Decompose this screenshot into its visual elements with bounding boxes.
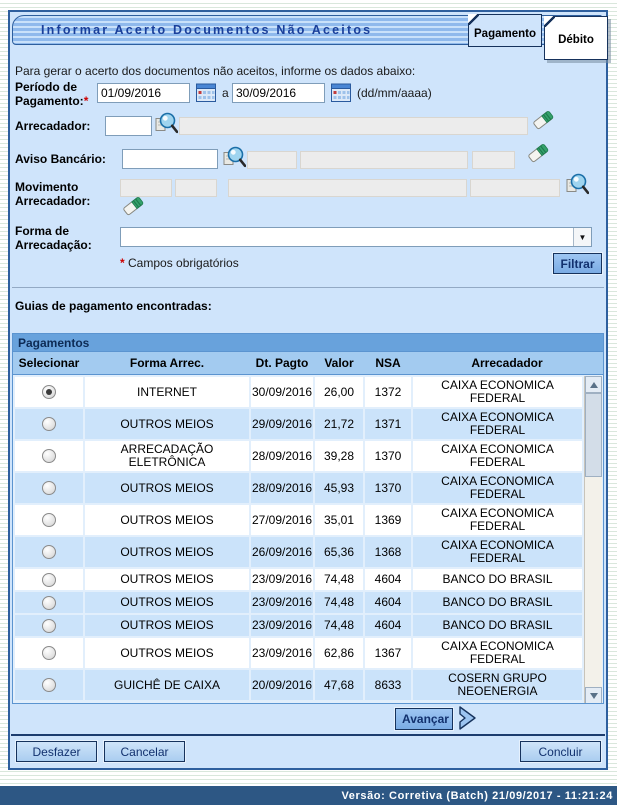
row-valor-cell: 74,48 xyxy=(315,615,363,636)
row-select-cell xyxy=(15,377,83,407)
row-data-cell: 23/09/2016 xyxy=(251,592,313,613)
scroll-down-button[interactable] xyxy=(585,687,602,704)
scroll-up-button[interactable] xyxy=(585,376,602,393)
aviso-readonly-1 xyxy=(247,151,297,169)
row-forma-cell: OUTROS MEIOS xyxy=(85,638,249,668)
row-data-cell: 30/09/2016 xyxy=(251,377,313,407)
search-icon[interactable] xyxy=(154,111,178,138)
column-header-selecionar: Selecionar xyxy=(18,356,80,370)
table-row xyxy=(15,441,582,471)
row-radio-button[interactable] xyxy=(42,385,56,399)
required-note: * Campos obrigatórios xyxy=(120,256,239,270)
version-text: Versão: Corretiva (Batch) 21/09/2017 - 11:21:24 xyxy=(341,789,613,802)
row-arrecadador-cell: CAIXA ECONOMICA FEDERAL xyxy=(413,441,582,471)
table-row xyxy=(15,592,582,613)
row-select-cell xyxy=(15,537,83,567)
row-nsa-cell: 1371 xyxy=(365,409,411,439)
aviso-label: Aviso Bancário: xyxy=(15,152,106,166)
main-panel xyxy=(8,10,608,770)
row-forma-cell: ARRECADAÇÃO ELETRÔNICA xyxy=(85,441,249,471)
movimento-readonly-2 xyxy=(175,179,217,197)
finish-button[interactable]: Concluir xyxy=(520,741,601,762)
advance-arrow-icon[interactable] xyxy=(458,706,478,733)
required-note-text: Campos obrigatórios xyxy=(128,256,239,270)
tab-debito-label: Débito xyxy=(558,34,594,46)
row-nsa-cell: 1370 xyxy=(365,441,411,471)
table-row xyxy=(15,409,582,439)
row-valor-cell: 39,28 xyxy=(315,441,363,471)
chevron-down-icon: ▼ xyxy=(573,228,591,246)
row-nsa-cell: 8633 xyxy=(365,670,411,700)
row-nsa-cell: 1372 xyxy=(365,377,411,407)
results-heading: Guias de pagamento encontradas: xyxy=(15,299,212,313)
footer-bar xyxy=(0,786,617,805)
row-select-cell xyxy=(15,569,83,590)
row-arrecadador-cell: CAIXA ECONOMICA FEDERAL xyxy=(413,473,582,503)
row-forma-cell: OUTROS MEIOS xyxy=(85,537,249,567)
row-nsa-cell: 1367 xyxy=(365,638,411,668)
row-arrecadador-cell: BANCO DO BRASIL xyxy=(413,592,582,613)
row-radio-button[interactable] xyxy=(42,646,56,660)
row-arrecadador-cell: CAIXA ECONOMICA FEDERAL xyxy=(413,377,582,407)
row-data-cell: 23/09/2016 xyxy=(251,615,313,636)
column-header-nsa: NSA xyxy=(375,356,401,370)
row-valor-cell: 21,72 xyxy=(315,409,363,439)
row-select-cell xyxy=(15,441,83,471)
table-row xyxy=(15,537,582,567)
row-arrecadador-cell: CAIXA ECONOMICA FEDERAL xyxy=(413,505,582,535)
row-forma-cell: OUTROS MEIOS xyxy=(85,409,249,439)
table-row xyxy=(15,377,582,407)
aviso-input[interactable] xyxy=(122,149,218,169)
table-scrollbar[interactable] xyxy=(584,376,602,704)
aviso-readonly-3 xyxy=(472,151,515,169)
periodo-to-input[interactable] xyxy=(232,83,325,103)
row-nsa-cell: 1370 xyxy=(365,473,411,503)
table-header-row xyxy=(12,351,604,374)
row-radio-button[interactable] xyxy=(42,678,56,692)
column-header-arrecadador: Arrecadador xyxy=(471,356,543,370)
table-row xyxy=(15,638,582,668)
row-data-cell: 23/09/2016 xyxy=(251,638,313,668)
arrecadador-name-field xyxy=(179,117,528,135)
row-arrecadador-cell: CAIXA ECONOMICA FEDERAL xyxy=(413,409,582,439)
tab-corner-notch xyxy=(468,14,479,25)
scroll-down-icon xyxy=(590,693,598,699)
tab-corner-notch xyxy=(544,16,555,27)
tab-pagamento-label: Pagamento xyxy=(474,28,536,40)
row-forma-cell: OUTROS MEIOS xyxy=(85,615,249,636)
column-header-valor: Valor xyxy=(324,356,354,370)
row-nsa-cell: 4604 xyxy=(365,592,411,613)
row-forma-cell: GUICHÊ DE CAIXA xyxy=(85,670,249,700)
row-arrecadador-cell: CAIXA ECONOMICA FEDERAL xyxy=(413,638,582,668)
row-select-cell xyxy=(15,592,83,613)
bottom-rule xyxy=(11,734,605,736)
required-asterisk: * xyxy=(83,94,89,108)
table-row xyxy=(15,615,582,636)
row-forma-cell: OUTROS MEIOS xyxy=(85,473,249,503)
movimento-label: Movimento Arrecadador: xyxy=(15,180,91,208)
row-arrecadador-cell: BANCO DO BRASIL xyxy=(413,569,582,590)
row-select-cell xyxy=(15,409,83,439)
row-nsa-cell: 4604 xyxy=(365,615,411,636)
tab-pagamento[interactable] xyxy=(468,14,542,47)
row-arrecadador-cell: BANCO DO BRASIL xyxy=(413,615,582,636)
table-body xyxy=(12,374,604,704)
row-radio-button[interactable] xyxy=(42,596,56,610)
row-radio-button[interactable] xyxy=(42,573,56,587)
undo-button[interactable]: Desfazer xyxy=(16,741,97,762)
search-icon[interactable] xyxy=(565,172,589,199)
row-radio-button[interactable] xyxy=(42,545,56,559)
scroll-thumb[interactable] xyxy=(585,393,602,477)
calendar-icon[interactable] xyxy=(196,83,216,105)
eraser-icon[interactable] xyxy=(122,195,144,220)
row-radio-button[interactable] xyxy=(42,481,56,495)
scroll-track[interactable] xyxy=(585,393,602,687)
column-header-forma: Forma Arrec. xyxy=(129,356,205,370)
intro-text: Para gerar o acerto dos documentos não aceitos, informe os dados abaixo: xyxy=(15,64,416,78)
row-forma-cell: OUTROS MEIOS xyxy=(85,569,249,590)
forma-arrecadacao-label: Forma de Arrecadação: xyxy=(15,224,92,252)
row-forma-cell: OUTROS MEIOS xyxy=(85,592,249,613)
row-nsa-cell: 1369 xyxy=(365,505,411,535)
row-select-cell xyxy=(15,638,83,668)
date-format-hint: (dd/mm/aaaa) xyxy=(357,86,432,100)
filter-button[interactable]: Filtrar xyxy=(553,253,602,274)
row-valor-cell: 26,00 xyxy=(315,377,363,407)
table-row xyxy=(15,505,582,535)
aviso-readonly-2 xyxy=(300,151,468,169)
row-valor-cell: 62,86 xyxy=(315,638,363,668)
row-select-cell xyxy=(15,615,83,636)
row-valor-cell: 35,01 xyxy=(315,505,363,535)
row-radio-button[interactable] xyxy=(42,513,56,527)
row-nsa-cell: 4604 xyxy=(365,569,411,590)
scroll-up-icon xyxy=(590,382,598,388)
row-valor-cell: 74,48 xyxy=(315,569,363,590)
movimento-readonly-4 xyxy=(470,179,560,197)
row-forma-cell: INTERNET xyxy=(85,377,249,407)
column-header-dtpagto: Dt. Pagto xyxy=(255,356,309,370)
row-select-cell xyxy=(15,505,83,535)
row-valor-cell: 74,48 xyxy=(315,592,363,613)
row-data-cell: 26/09/2016 xyxy=(251,537,313,567)
row-data-cell: 23/09/2016 xyxy=(251,569,313,590)
table-row xyxy=(15,569,582,590)
row-radio-button[interactable] xyxy=(42,417,56,431)
table-row xyxy=(15,473,582,503)
page-title: Informar Acerto Documentos Não Aceitos xyxy=(41,23,373,37)
eraser-icon[interactable] xyxy=(527,142,549,167)
row-data-cell: 20/09/2016 xyxy=(251,670,313,700)
row-radio-button[interactable] xyxy=(42,619,56,633)
row-select-cell xyxy=(15,670,83,700)
movimento-readonly-3 xyxy=(228,179,467,197)
row-select-cell xyxy=(15,473,83,503)
row-radio-button[interactable] xyxy=(42,449,56,463)
calendar-icon[interactable] xyxy=(331,83,351,105)
row-valor-cell: 65,36 xyxy=(315,537,363,567)
row-data-cell: 29/09/2016 xyxy=(251,409,313,439)
search-icon[interactable] xyxy=(222,145,246,172)
row-data-cell: 28/09/2016 xyxy=(251,473,313,503)
row-valor-cell: 47,68 xyxy=(315,670,363,700)
advance-button[interactable]: Avançar xyxy=(395,708,453,730)
row-arrecadador-cell: CAIXA ECONOMICA FEDERAL xyxy=(413,537,582,567)
row-arrecadador-cell: COSERN GRUPO NEOENERGIA xyxy=(413,670,582,700)
tab-debito[interactable] xyxy=(544,16,608,60)
arrecadador-label: Arrecadador: xyxy=(15,119,91,133)
row-forma-cell: OUTROS MEIOS xyxy=(85,505,249,535)
periodo-from-input[interactable] xyxy=(97,83,190,103)
forma-arrecadacao-select[interactable] xyxy=(120,227,592,247)
eraser-icon[interactable] xyxy=(532,109,554,134)
table-row xyxy=(15,670,582,700)
row-data-cell: 27/09/2016 xyxy=(251,505,313,535)
row-valor-cell: 45,93 xyxy=(315,473,363,503)
cancel-button[interactable]: Cancelar xyxy=(104,741,185,762)
arrecadador-code-input[interactable] xyxy=(105,116,152,136)
section-divider xyxy=(12,287,604,288)
row-nsa-cell: 1368 xyxy=(365,537,411,567)
table-title: Pagamentos xyxy=(12,333,604,351)
periodo-label: Período de Pagamento:* xyxy=(15,80,89,108)
row-data-cell: 28/09/2016 xyxy=(251,441,313,471)
periodo-separator: a xyxy=(222,86,229,100)
